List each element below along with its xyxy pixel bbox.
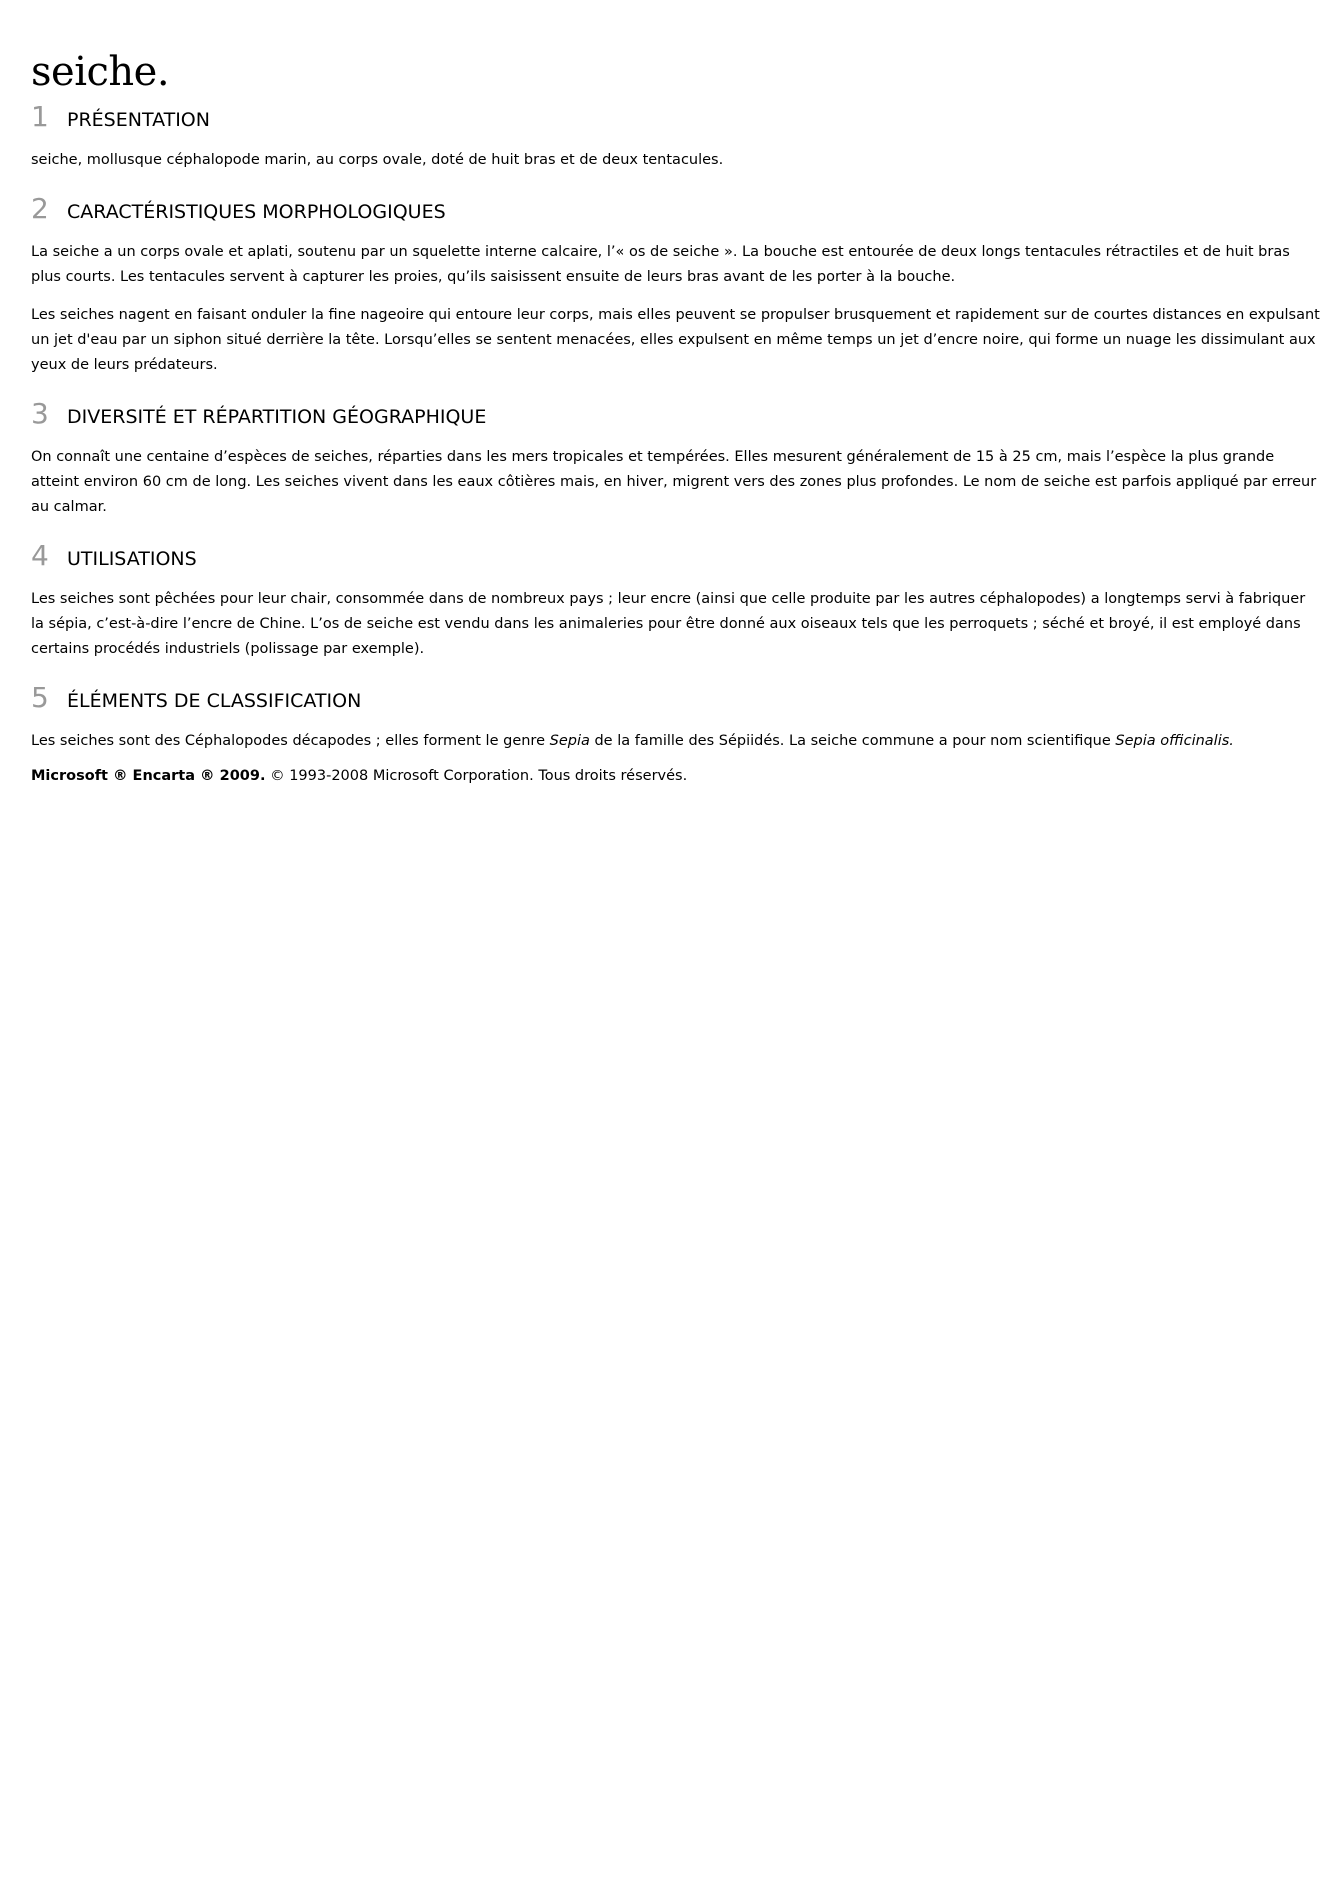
section-title: ÉLÉMENTS DE CLASSIFICATION (67, 690, 362, 712)
credit-source: Microsoft ® Encarta ® 2009. (31, 768, 266, 784)
section-morphology (31, 193, 1321, 378)
section-heading (31, 540, 1321, 575)
section-number: 3 (31, 397, 49, 430)
copyright-credit (31, 764, 1321, 789)
section-classification (31, 682, 1321, 754)
section-title: PRÉSENTATION (67, 109, 210, 131)
credit-text: © 1993-2008 Microsoft Corporation. Tous droits réservés. (265, 768, 688, 784)
section-uses (31, 540, 1321, 662)
paragraph: Les seiches sont pêchées pour leur chair, consommée dans de nombreux pays ; leur encre (ainsi que celle produite par les autres céphalopodes) a longtemps servi à fabriquer la sépia, c’est-à-dire l’encre de Chine. L’os de seiche est vendu dans les animaleries pour être donné aux oiseaux tels que les perroquets ; séché et broyé, il est employé dans certains procédés industriels (polissage par exemple). (31, 591, 1306, 657)
genus-name: Sepia (549, 733, 590, 749)
section-heading (31, 682, 1321, 717)
section-heading (31, 101, 1321, 136)
section-title: CARACTÉRISTIQUES MORPHOLOGIQUES (67, 201, 446, 223)
section-title: UTILISATIONS (67, 548, 197, 570)
section-diversity (31, 398, 1321, 520)
section-title: DIVERSITÉ ET RÉPARTITION GÉOGRAPHIQUE (67, 406, 487, 428)
section-number: 1 (31, 100, 49, 133)
section-heading (31, 398, 1321, 433)
paragraph: On connaît une centaine d’espèces de seiches, réparties dans les mers tropicales et tempérées. Elles mesurent généralement de 15 à 25 cm, mais l’espèce la plus grande atteint environ 60 cm de long. Les seiches vivent dans les eaux côtières mais, en hiver, migrent vers des zones plus profondes. Le nom de seiche est parfois appliqué par erreur au calmar. (31, 449, 1317, 515)
text-run: Les seiches sont des Céphalopodes décapodes ; elles forment le genre (31, 733, 550, 749)
article (31, 44, 1321, 804)
section-presentation (31, 101, 1321, 173)
paragraph: Les seiches nagent en faisant onduler la fine nageoire qui entoure leur corps, mais elles peuvent se propulser brusquement et rapidement sur de courtes distances en expulsant un jet d'eau par un siphon situé derrière la tête. Lorsqu’elles se sentent menacées, elles expulsent en même temps un jet d’encre noire, qui forme un nuage les dissimulant aux yeux de leurs prédateurs. (31, 307, 1320, 373)
section-number: 4 (31, 539, 49, 572)
paragraph (31, 729, 1321, 754)
paragraph: seiche, mollusque céphalopode marin, au corps ovale, doté de huit bras et de deux tentacules. (31, 152, 724, 168)
section-number: 5 (31, 681, 49, 714)
text-run: de la famille des Sépiidés. La seiche commune a pour nom scientifique (589, 733, 1116, 749)
paragraph: La seiche a un corps ovale et aplati, soutenu par un squelette interne calcaire, l’« os de seiche ». La bouche est entourée de deux longs tentacules rétractiles et de huit bras plus courts. Les tentacules servent à capturer les proies, qu’ils saisissent ensuite de leurs bras avant de les porter à la bouche. (31, 244, 1290, 285)
section-heading (31, 193, 1321, 228)
species-name: Sepia officinalis. (1115, 733, 1234, 749)
page-title: seiche. (31, 49, 170, 95)
section-number: 2 (31, 192, 49, 225)
